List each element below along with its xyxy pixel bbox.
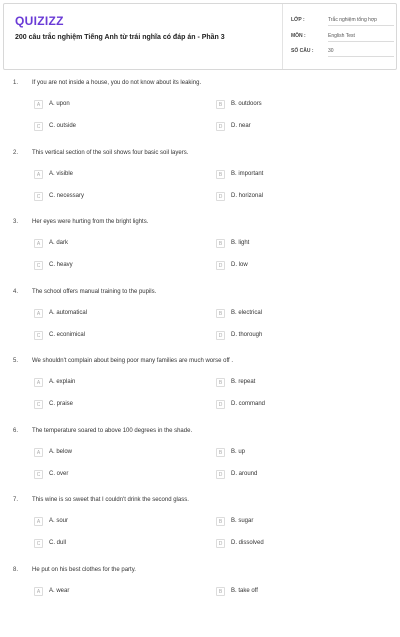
option-letter-box: B <box>216 517 225 526</box>
option-text: B. sugar <box>231 518 254 524</box>
option-text: A. automatical <box>49 310 88 316</box>
question-3 <box>0 219 400 289</box>
option-text: B. up <box>231 449 246 455</box>
option-letter-box: A <box>34 448 43 457</box>
option-letter-box: D <box>216 261 225 270</box>
question-7 <box>0 497 400 567</box>
question-text: This wine is so sweet that I couldn't drink the second glass. <box>32 497 189 503</box>
option-letter-box: D <box>216 400 225 409</box>
option-letter-box: C <box>34 122 43 131</box>
option-letter-box: D <box>216 122 225 131</box>
question-text: This vertical section of the soil shows four basic soil layers. <box>32 150 189 156</box>
option-letter-box: B <box>216 587 225 596</box>
option-text: C. econimical <box>49 332 86 338</box>
meta-count-line <box>328 56 394 57</box>
question-number: 2. <box>13 150 19 156</box>
question-text: If you are not inside a house, you do not know about its leaking. <box>32 80 202 86</box>
option-letter-box: C <box>34 539 43 548</box>
meta-subject-value: English Test <box>328 33 355 39</box>
question-5 <box>0 358 400 428</box>
question-4 <box>0 289 400 359</box>
option-text: C. necessary <box>49 193 85 199</box>
meta-class-line <box>328 25 394 26</box>
question-number: 5. <box>13 358 19 364</box>
question-number: 3. <box>13 219 19 225</box>
question-2 <box>0 150 400 220</box>
option-text: A. explain <box>49 379 76 385</box>
option-text: B. electrical <box>231 310 263 316</box>
question-number: 4. <box>13 289 19 295</box>
option-text: B. light <box>231 240 250 246</box>
option-letter-box: A <box>34 378 43 387</box>
option-letter-box: C <box>34 261 43 270</box>
option-text: A. dark <box>49 240 69 246</box>
question-text: We shouldn't complain about being poor many families are much worse off . <box>32 358 234 364</box>
option-letter-box: A <box>34 239 43 248</box>
option-text: D. near <box>231 123 251 129</box>
option-text: D. command <box>231 401 266 407</box>
option-text: A. sour <box>49 518 69 524</box>
option-letter-box: D <box>216 331 225 340</box>
question-text: The temperature soared to above 100 degrees in the shade. <box>32 428 193 434</box>
option-letter-box: C <box>34 400 43 409</box>
option-text: D. horizonal <box>231 193 264 199</box>
option-letter-box: B <box>216 309 225 318</box>
option-text: C. dull <box>49 540 67 546</box>
meta-count-label: SỐ CÂU : <box>291 48 314 54</box>
option-letter-box: C <box>34 331 43 340</box>
option-letter-box: B <box>216 100 225 109</box>
option-letter-box: A <box>34 587 43 596</box>
option-letter-box: A <box>34 517 43 526</box>
question-6 <box>0 428 400 498</box>
quizizz-logo: QUIZIZZ <box>15 14 64 28</box>
option-text: D. thorough <box>231 332 263 338</box>
option-letter-box: D <box>216 470 225 479</box>
meta-subject-line <box>328 41 394 42</box>
option-text: D. low <box>231 262 248 268</box>
meta-class-label: LỚP : <box>291 17 305 23</box>
question-number: 6. <box>13 428 19 434</box>
option-letter-box: B <box>216 170 225 179</box>
meta-class-value: Trắc nghiệm tổng hợp <box>328 17 377 23</box>
question-text: He put on his best clothes for the party. <box>32 567 136 573</box>
question-text: Her eyes were hurting from the bright lights. <box>32 219 149 225</box>
option-text: D. dissolved <box>231 540 264 546</box>
option-text: C. heavy <box>49 262 73 268</box>
option-letter-box: D <box>216 192 225 201</box>
option-text: C. over <box>49 471 69 477</box>
question-8 <box>0 567 400 637</box>
header-divider <box>282 4 283 69</box>
option-text: B. take off <box>231 588 258 594</box>
option-text: D. around <box>231 471 258 477</box>
question-1 <box>0 80 400 150</box>
question-number: 7. <box>13 497 19 503</box>
option-letter-box: A <box>34 309 43 318</box>
option-text: B. important <box>231 171 264 177</box>
option-letter-box: B <box>216 448 225 457</box>
question-number: 1. <box>13 80 19 86</box>
question-text: The school offers manual training to the pupils. <box>32 289 157 295</box>
option-letter-box: B <box>216 378 225 387</box>
option-letter-box: C <box>34 470 43 479</box>
option-text: A. below <box>49 449 73 455</box>
option-text: A. visible <box>49 171 74 177</box>
option-letter-box: C <box>34 192 43 201</box>
option-text: A. wear <box>49 588 70 594</box>
option-text: C. outside <box>49 123 77 129</box>
option-text: B. repeat <box>231 379 256 385</box>
meta-subject-label: MÔN : <box>291 33 306 39</box>
worksheet-header <box>3 3 397 70</box>
option-letter-box: A <box>34 100 43 109</box>
option-text: B. outdoors <box>231 101 262 107</box>
question-number: 8. <box>13 567 19 573</box>
meta-count-value: 30 <box>328 48 334 54</box>
option-text: C. praise <box>49 401 74 407</box>
option-letter-box: D <box>216 539 225 548</box>
option-letter-box: A <box>34 170 43 179</box>
option-letter-box: B <box>216 239 225 248</box>
page-title: 200 câu trắc nghiệm Tiếng Anh từ trái nghĩa có đáp án - Phần 3 <box>15 34 225 41</box>
option-text: A. upon <box>49 101 70 107</box>
